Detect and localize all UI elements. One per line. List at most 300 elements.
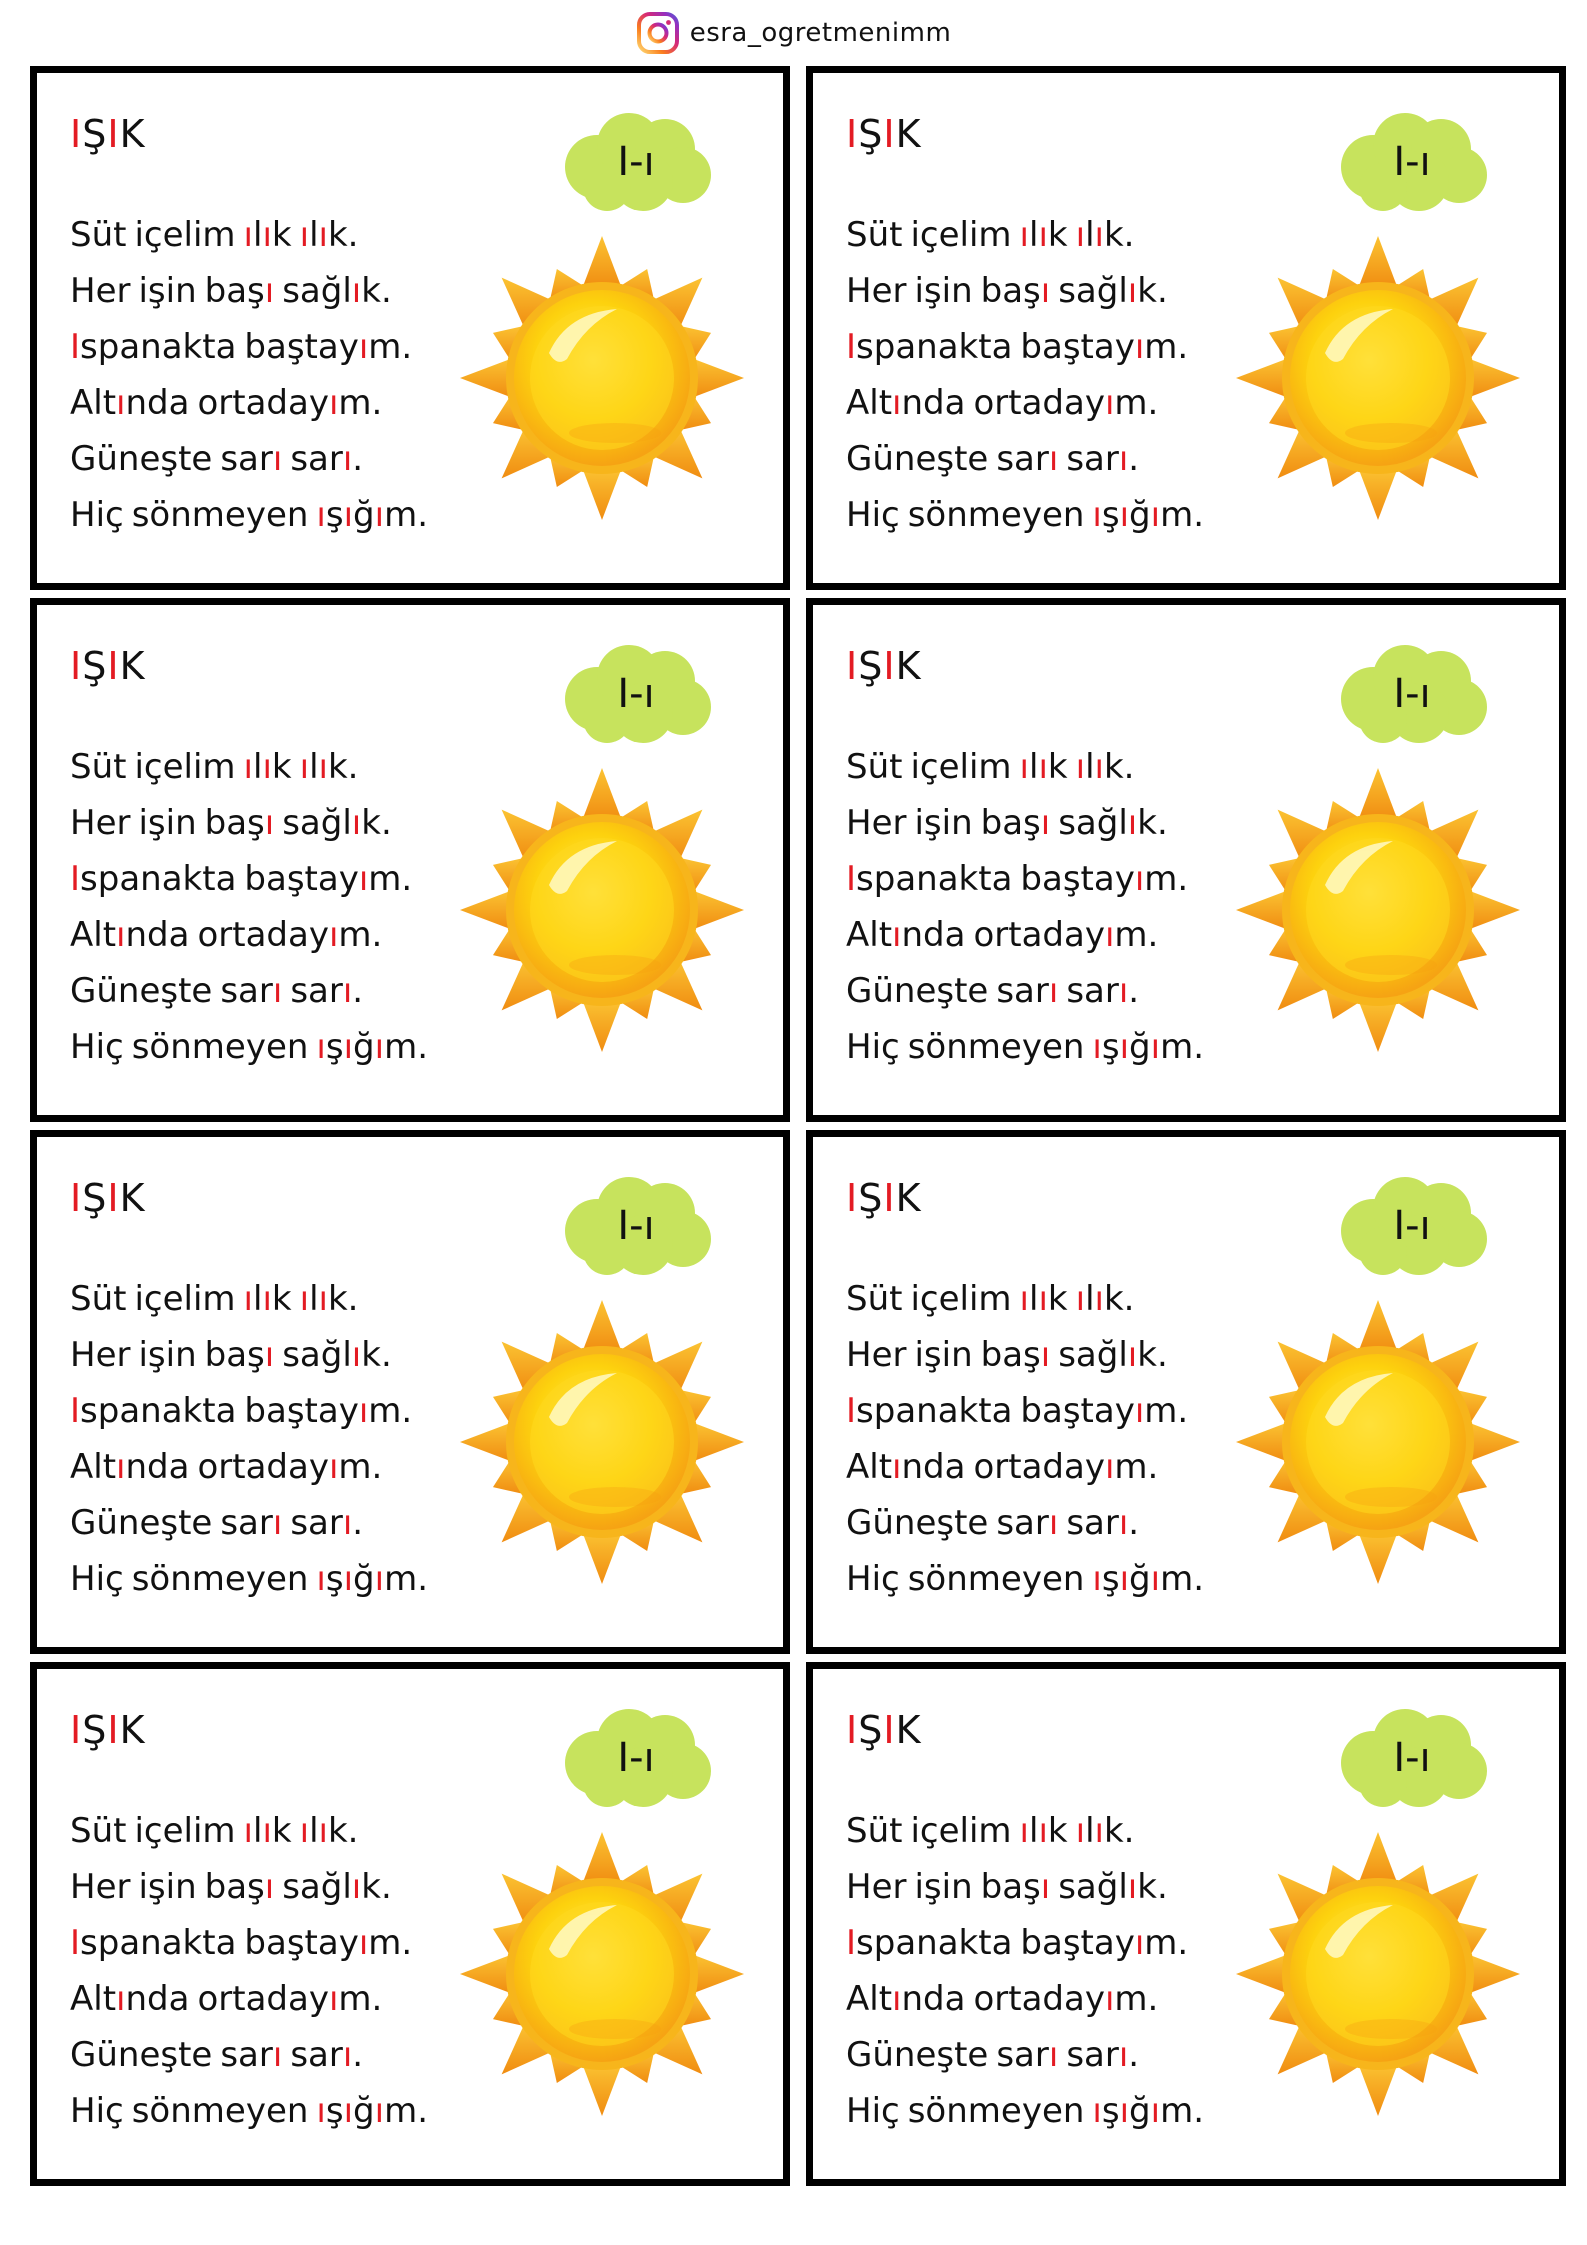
highlight-letter: ı — [1038, 1279, 1048, 1319]
text-segment: spanakta — [80, 859, 237, 899]
poem-line — [70, 739, 428, 795]
text-segment: l — [309, 1279, 319, 1319]
highlight-letter: ı — [1118, 439, 1129, 479]
text-segment: sağl — [282, 1335, 352, 1375]
poem-text — [70, 1803, 428, 2139]
text-segment: m. — [338, 1447, 383, 1487]
text-segment: Güneşte — [846, 971, 989, 1011]
text-segment: sar — [290, 1503, 343, 1543]
text-segment: l — [1029, 747, 1039, 787]
text-segment: nda — [901, 1447, 966, 1487]
text-segment: sar — [220, 1503, 273, 1543]
text-segment: sönmeyen — [131, 2091, 309, 2131]
text-segment: Hiç — [846, 2091, 900, 2131]
text-segment: k. — [1103, 1811, 1135, 1851]
text-segment: m. — [338, 383, 383, 423]
highlight-letter: ı — [116, 383, 126, 423]
badge-label: I-ı — [617, 1735, 655, 1781]
text-segment: baştay — [244, 327, 359, 367]
text-segment: k. — [1137, 1867, 1168, 1907]
text-segment: K — [895, 644, 922, 688]
sun-ray — [692, 358, 744, 397]
highlight-letter: I — [70, 112, 83, 156]
text-segment: sağl — [282, 803, 352, 843]
highlight-letter: I — [846, 1176, 859, 1220]
text-segment: Güneşte — [846, 1503, 989, 1543]
sun-illustration — [457, 765, 747, 1055]
text-segment: Hiç — [70, 495, 124, 535]
highlight-letter: ı — [1040, 1867, 1051, 1907]
sun-icon — [457, 1297, 747, 1587]
poem-line — [70, 851, 428, 907]
text-segment: l — [1029, 1811, 1039, 1851]
sun-illustration — [457, 1829, 747, 2119]
text-segment: ğ — [353, 1027, 375, 1067]
highlight-letter: ı — [318, 1811, 328, 1851]
highlight-letter: I — [846, 1923, 857, 1963]
text-segment: sönmeyen — [907, 2091, 1085, 2131]
card-title — [70, 1177, 145, 1219]
letter-badge — [1333, 1169, 1491, 1279]
highlight-letter: ı — [1075, 1811, 1086, 1851]
text-segment: işin — [138, 803, 197, 843]
highlight-letter: ı — [1119, 2091, 1130, 2131]
text-segment: ş — [325, 2091, 344, 2131]
highlight-letter: I — [883, 644, 896, 688]
highlight-letter: ı — [1134, 327, 1145, 367]
highlight-letter: ı — [328, 1447, 339, 1487]
text-segment: sar — [1066, 971, 1119, 1011]
text-segment: nda — [901, 383, 966, 423]
highlight-letter: ı — [1092, 2091, 1102, 2131]
highlight-letter: I — [70, 859, 81, 899]
highlight-letter: ı — [272, 971, 283, 1011]
poem-line — [70, 431, 428, 487]
text-segment: işin — [914, 803, 973, 843]
text-segment: k. — [1103, 747, 1135, 787]
poem-line — [70, 2027, 428, 2083]
text-segment: m. — [1160, 1027, 1205, 1067]
text-segment: ğ — [1129, 1027, 1151, 1067]
text-segment: baş — [204, 271, 265, 311]
letter-badge — [1333, 637, 1491, 747]
poem-text — [70, 739, 428, 1075]
text-segment: l — [253, 747, 263, 787]
text-segment: sağl — [1058, 1335, 1128, 1375]
text-segment: sağl — [282, 271, 352, 311]
text-segment: işin — [914, 271, 973, 311]
text-segment: işin — [914, 1335, 973, 1375]
highlight-letter: ı — [318, 1279, 328, 1319]
poem-line — [846, 1019, 1204, 1075]
text-segment: sönmeyen — [907, 1027, 1085, 1067]
highlight-letter: ı — [351, 1867, 362, 1907]
text-segment: ortaday — [197, 915, 329, 955]
poem-line — [70, 1271, 428, 1327]
highlight-letter: ı — [1094, 1811, 1104, 1851]
poem-line — [846, 795, 1204, 851]
poem-line — [70, 1803, 428, 1859]
sun-icon — [1233, 233, 1523, 523]
text-segment: sağl — [282, 1867, 352, 1907]
sun-ray — [460, 1954, 512, 1993]
poem-line — [846, 1971, 1204, 2027]
text-segment: sar — [1066, 439, 1119, 479]
text-segment: m. — [384, 2091, 429, 2131]
highlight-letter: ı — [1094, 215, 1104, 255]
text-segment: Güneşte — [846, 2035, 989, 2075]
poem-line — [846, 487, 1204, 543]
highlight-letter: ı — [892, 1979, 902, 2019]
highlight-letter: ı — [343, 1027, 354, 1067]
highlight-letter: ı — [1019, 1811, 1029, 1851]
text-segment: m. — [1144, 1391, 1189, 1431]
poem-line — [70, 1327, 428, 1383]
text-segment: Güneşte — [70, 2035, 213, 2075]
sun-ray — [460, 890, 512, 929]
highlight-letter: ı — [1075, 1279, 1086, 1319]
text-segment: . — [1128, 1503, 1140, 1543]
text-segment: m. — [368, 1923, 413, 1963]
text-segment: ş — [325, 1027, 344, 1067]
text-segment: k. — [1137, 1335, 1168, 1375]
poem-card — [30, 1662, 790, 2186]
highlight-letter: ı — [299, 215, 310, 255]
poem-text — [846, 1803, 1204, 2139]
poem-line — [70, 487, 428, 543]
poem-card — [806, 1130, 1566, 1654]
highlight-letter: ı — [343, 495, 354, 535]
text-segment: l — [1085, 747, 1095, 787]
text-segment: Ş — [858, 1176, 884, 1220]
highlight-letter: I — [107, 1176, 120, 1220]
text-segment: . — [352, 2035, 364, 2075]
highlight-letter: ı — [328, 383, 339, 423]
text-segment: Süt — [70, 1279, 127, 1319]
text-segment: sar — [996, 439, 1049, 479]
text-segment: m. — [1114, 383, 1159, 423]
text-segment: spanakta — [856, 1391, 1013, 1431]
highlight-letter: ı — [1134, 1923, 1145, 1963]
sun-ray — [1468, 1954, 1520, 1993]
text-segment: sar — [220, 439, 273, 479]
sun-illustration — [457, 1297, 747, 1587]
text-segment: baştay — [1020, 1391, 1135, 1431]
text-segment: l — [1029, 1279, 1039, 1319]
highlight-letter: I — [846, 1708, 859, 1752]
instagram-icon — [636, 11, 680, 55]
highlight-letter: ı — [351, 271, 362, 311]
highlight-letter: ı — [343, 2091, 354, 2131]
highlight-letter: ı — [1150, 1559, 1161, 1599]
card-title — [846, 645, 921, 687]
text-segment: k. — [361, 1335, 392, 1375]
text-segment: l — [309, 1811, 319, 1851]
highlight-letter: ı — [1038, 1811, 1048, 1851]
text-segment: k — [271, 215, 292, 255]
poem-line — [846, 1551, 1204, 1607]
text-segment: . — [352, 439, 364, 479]
sun-ray — [692, 1954, 744, 1993]
text-segment: Her — [70, 1867, 131, 1907]
highlight-letter: ı — [1104, 1447, 1115, 1487]
highlight-letter: ı — [272, 1503, 283, 1543]
text-segment: ğ — [1129, 495, 1151, 535]
text-segment: ğ — [353, 1559, 375, 1599]
text-segment: sar — [290, 439, 343, 479]
letter-badge — [1333, 105, 1491, 215]
text-segment: Süt — [846, 1279, 903, 1319]
sun-ray — [1358, 1532, 1397, 1584]
text-segment: Alt — [846, 1447, 893, 1487]
text-segment: k — [271, 1811, 292, 1851]
highlight-letter: ı — [262, 1279, 272, 1319]
poem-line — [846, 263, 1204, 319]
sun-ray — [582, 1832, 621, 1884]
text-segment: içelim — [134, 747, 236, 787]
sun-icon — [1233, 1297, 1523, 1587]
highlight-letter: ı — [264, 1335, 275, 1375]
text-segment: sar — [220, 971, 273, 1011]
highlight-letter: I — [846, 112, 859, 156]
highlight-letter: ı — [1048, 2035, 1059, 2075]
poem-line — [70, 1551, 428, 1607]
text-segment: Her — [70, 803, 131, 843]
sun-ray — [692, 890, 744, 929]
text-segment: K — [119, 1176, 146, 1220]
text-segment: sar — [290, 971, 343, 1011]
text-segment: ortaday — [973, 1979, 1105, 2019]
text-segment: nda — [125, 915, 190, 955]
highlight-letter: ı — [1127, 1335, 1138, 1375]
text-segment: içelim — [134, 1811, 236, 1851]
text-segment: Ş — [858, 1708, 884, 1752]
text-segment: spanakta — [856, 859, 1013, 899]
poem-line — [70, 319, 428, 375]
poem-line — [846, 319, 1204, 375]
highlight-letter: I — [883, 1708, 896, 1752]
text-segment: l — [1085, 1279, 1095, 1319]
text-segment: içelim — [910, 1279, 1012, 1319]
text-segment: işin — [138, 271, 197, 311]
text-segment: l — [253, 215, 263, 255]
text-segment: sağl — [1058, 803, 1128, 843]
highlight-letter: ı — [892, 1447, 902, 1487]
poem-line — [846, 2083, 1204, 2139]
sun-ray — [1236, 358, 1288, 397]
highlight-letter: I — [70, 327, 81, 367]
text-segment: sağl — [1058, 271, 1128, 311]
highlight-letter: ı — [1134, 859, 1145, 899]
text-segment: l — [1085, 1811, 1095, 1851]
text-segment: Ş — [82, 1708, 108, 1752]
text-segment: nda — [901, 1979, 966, 2019]
highlight-letter: ı — [116, 915, 126, 955]
text-segment: Alt — [846, 1979, 893, 2019]
text-segment: Hiç — [846, 1559, 900, 1599]
text-segment: m. — [1114, 1979, 1159, 2019]
text-segment: k. — [327, 1811, 359, 1851]
text-segment: K — [119, 112, 146, 156]
highlight-letter: ı — [243, 747, 253, 787]
highlight-letter: ı — [272, 439, 283, 479]
text-segment: Hiç — [70, 1559, 124, 1599]
text-segment: k. — [1103, 215, 1135, 255]
sun-ray — [582, 1300, 621, 1352]
badge-label: I-ı — [1393, 1203, 1431, 1249]
text-segment: . — [1128, 439, 1140, 479]
card-title — [70, 113, 145, 155]
poem-text — [846, 739, 1204, 1075]
poem-line — [70, 263, 428, 319]
highlight-letter: I — [70, 1391, 81, 1431]
highlight-letter: ı — [351, 803, 362, 843]
text-segment: K — [119, 644, 146, 688]
highlight-letter: ı — [1092, 1027, 1102, 1067]
text-segment: k. — [361, 1867, 392, 1907]
highlight-letter: ı — [1048, 1503, 1059, 1543]
sun-ray — [1236, 1422, 1288, 1461]
highlight-letter: ı — [299, 1279, 310, 1319]
text-segment: Hiç — [846, 1027, 900, 1067]
text-segment: nda — [901, 915, 966, 955]
text-segment: m. — [1114, 915, 1159, 955]
text-segment: Güneşte — [70, 971, 213, 1011]
text-segment: sar — [220, 2035, 273, 2075]
poem-card — [30, 66, 790, 590]
text-segment: Ş — [858, 112, 884, 156]
poem-line — [846, 1495, 1204, 1551]
sun-ray — [1468, 1422, 1520, 1461]
text-segment: spanakta — [80, 327, 237, 367]
text-segment: k. — [361, 271, 392, 311]
highlight-letter: ı — [892, 915, 902, 955]
text-segment: sar — [996, 971, 1049, 1011]
sun-ray — [1358, 1000, 1397, 1052]
badge-label: I-ı — [1393, 139, 1431, 185]
highlight-letter: ı — [1134, 1391, 1145, 1431]
text-segment: işin — [138, 1867, 197, 1907]
text-segment: K — [895, 112, 922, 156]
text-segment: k. — [327, 747, 359, 787]
text-segment: ğ — [353, 2091, 375, 2131]
highlight-letter: ı — [1040, 1335, 1051, 1375]
text-segment: m. — [1160, 2091, 1205, 2131]
highlight-letter: ı — [1092, 495, 1102, 535]
highlight-letter: ı — [358, 327, 369, 367]
text-segment: l — [253, 1811, 263, 1851]
poem-line — [846, 1915, 1204, 1971]
sun-ray — [1358, 1832, 1397, 1884]
text-segment: K — [119, 1708, 146, 1752]
poem-line — [846, 1327, 1204, 1383]
highlight-letter: I — [70, 1176, 83, 1220]
text-segment: k — [1047, 1279, 1068, 1319]
letter-badge — [557, 1169, 715, 1279]
highlight-letter: ı — [1104, 1979, 1115, 2019]
text-segment: m. — [368, 859, 413, 899]
highlight-letter: ı — [1040, 271, 1051, 311]
highlight-letter: ı — [1150, 495, 1161, 535]
text-segment: spanakta — [856, 327, 1013, 367]
letter-badge — [1333, 1701, 1491, 1811]
text-segment: Alt — [70, 383, 117, 423]
poem-line — [70, 1439, 428, 1495]
sun-ray — [582, 236, 621, 288]
badge-label: I-ı — [617, 671, 655, 717]
text-segment: k — [1047, 1811, 1068, 1851]
highlight-letter: ı — [1127, 271, 1138, 311]
text-segment: Her — [846, 1867, 907, 1907]
header — [0, 8, 1587, 58]
highlight-letter: ı — [351, 1335, 362, 1375]
text-segment: baştay — [1020, 327, 1135, 367]
poem-line — [846, 851, 1204, 907]
poem-line — [70, 1019, 428, 1075]
sun-illustration — [1233, 233, 1523, 523]
highlight-letter: I — [883, 1176, 896, 1220]
text-segment: sönmeyen — [131, 1559, 309, 1599]
text-segment: Hiç — [846, 495, 900, 535]
text-segment: k. — [361, 803, 392, 843]
poem-card — [30, 1130, 790, 1654]
highlight-letter: ı — [243, 1279, 253, 1319]
highlight-letter: ı — [328, 1979, 339, 2019]
highlight-letter: ı — [1150, 2091, 1161, 2131]
highlight-letter: ı — [374, 495, 385, 535]
highlight-letter: ı — [316, 1559, 326, 1599]
highlight-letter: ı — [1040, 803, 1051, 843]
text-segment: Ş — [82, 1176, 108, 1220]
highlight-letter: ı — [318, 747, 328, 787]
text-segment: baştay — [244, 1923, 359, 1963]
highlight-letter: ı — [262, 1811, 272, 1851]
poem-line — [70, 1859, 428, 1915]
sun-ray — [582, 1000, 621, 1052]
text-segment: Ş — [858, 644, 884, 688]
card-grid — [30, 66, 1566, 2186]
text-segment: sönmeyen — [907, 495, 1085, 535]
highlight-letter: ı — [1104, 915, 1115, 955]
poem-line — [846, 1439, 1204, 1495]
text-segment: Alt — [846, 915, 893, 955]
highlight-letter: ı — [1127, 803, 1138, 843]
highlight-letter: ı — [243, 215, 253, 255]
highlight-letter: ı — [264, 1867, 275, 1907]
highlight-letter: I — [107, 112, 120, 156]
sun-ray — [460, 358, 512, 397]
text-segment: Her — [70, 271, 131, 311]
highlight-letter: ı — [374, 1027, 385, 1067]
text-segment: sönmeyen — [907, 1559, 1085, 1599]
letter-badge — [557, 105, 715, 215]
text-segment: k — [271, 1279, 292, 1319]
sun-illustration — [457, 233, 747, 523]
text-segment: baştay — [1020, 1923, 1135, 1963]
text-segment: sar — [996, 2035, 1049, 2075]
text-segment: ortaday — [197, 383, 329, 423]
poem-card — [806, 66, 1566, 590]
text-segment: l — [309, 747, 319, 787]
text-segment: sönmeyen — [131, 1027, 309, 1067]
highlight-letter: ı — [299, 1811, 310, 1851]
instagram-handle: esra_ogretmenimm — [689, 18, 952, 48]
poem-line — [846, 375, 1204, 431]
text-segment: m. — [368, 327, 413, 367]
badge-label: I-ı — [1393, 1735, 1431, 1781]
text-segment: m. — [1144, 859, 1189, 899]
sun-ray — [1358, 468, 1397, 520]
